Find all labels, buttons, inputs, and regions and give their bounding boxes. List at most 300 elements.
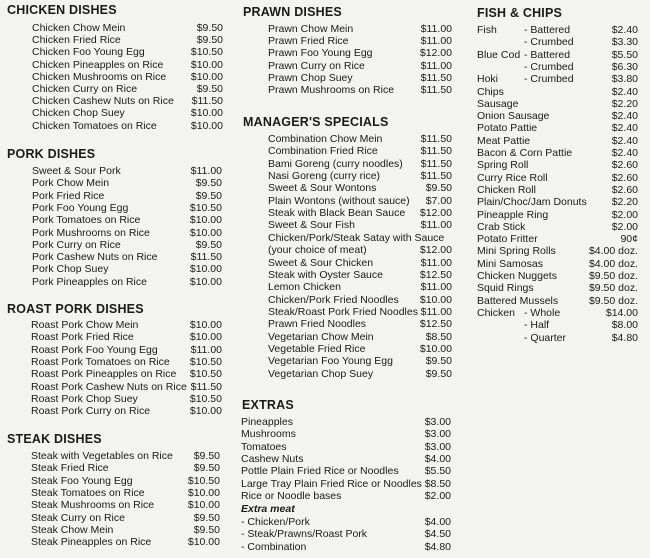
fish-chips-item-variant: - Battered bbox=[524, 48, 571, 61]
chicken-item bbox=[32, 71, 223, 84]
chicken-item-name: Chicken Pineapples on Rice bbox=[32, 58, 164, 71]
prawn-item-name: Prawn Curry on Rice bbox=[268, 59, 365, 72]
fish-chips-item bbox=[477, 86, 638, 99]
extras-item bbox=[241, 453, 451, 466]
steak-item-name: Steak with Vegetables on Rice bbox=[31, 450, 173, 462]
roast-pork-item-price: $11.00 bbox=[190, 343, 222, 356]
pork-item-price: $10.00 bbox=[189, 226, 222, 239]
chicken-item bbox=[32, 120, 223, 133]
roast-pork-item-name: Roast Pork Foo Young Egg bbox=[31, 343, 158, 356]
chicken-item-price: $9.50 bbox=[196, 83, 223, 95]
fish-chips-item-variant: - Quarter bbox=[524, 331, 567, 344]
pork-item-name: Pork Foo Young Egg bbox=[32, 201, 129, 214]
fish-heading: FISH & CHIPS bbox=[477, 6, 563, 20]
extra-meat-item bbox=[241, 516, 451, 529]
prawn-item-price: $12.00 bbox=[419, 47, 452, 60]
managers-item-name: Lemon Chicken bbox=[268, 281, 341, 294]
chicken-item-price: $10.50 bbox=[190, 46, 223, 59]
fish-chips-item bbox=[477, 221, 638, 234]
managers-heading: MANAGER'S SPECIALS bbox=[243, 115, 389, 129]
extra-meat-item-name: - Combination bbox=[241, 540, 307, 553]
fish-chips-item bbox=[477, 36, 638, 49]
managers-item-price: $9.50 bbox=[425, 367, 452, 380]
extra-meat-item-name: - Chicken/Pork bbox=[241, 516, 310, 528]
fish-chips-item-name: Sausage bbox=[477, 97, 519, 110]
steak-item-name: Steak Foo Young Egg bbox=[31, 474, 133, 487]
pork-item-price: $9.50 bbox=[195, 177, 222, 190]
managers-item-price: $9.50 bbox=[425, 355, 452, 368]
managers-item bbox=[268, 133, 452, 146]
managers-item-name: Steak with Black Bean Sauce bbox=[268, 207, 406, 220]
fish-chips-item bbox=[477, 233, 638, 246]
managers-item-price: $12.00 bbox=[419, 207, 452, 220]
fish-chips-item-name: Blue Cod bbox=[477, 48, 521, 61]
fish-chips-item bbox=[477, 258, 638, 271]
roast-pork-item bbox=[31, 344, 222, 357]
fish-chips-item-name: Mini Spring Rolls bbox=[477, 245, 556, 258]
pork-item bbox=[32, 165, 222, 178]
chicken-item bbox=[32, 95, 223, 108]
steak-item-price: $9.50 bbox=[193, 511, 220, 524]
fish-chips-item-variant: - Crumbed bbox=[524, 73, 574, 86]
chicken-item-name: Chicken Curry on Rice bbox=[32, 83, 138, 95]
managers-item-price: $12.50 bbox=[419, 318, 452, 331]
fish-chips-item-price: $2.20 bbox=[611, 196, 638, 209]
managers-item bbox=[268, 331, 452, 344]
pork-item bbox=[32, 202, 222, 215]
extras-item-price: $2.00 bbox=[424, 489, 451, 502]
chicken-item-price: $9.50 bbox=[196, 22, 223, 34]
pork-item-price: $10.00 bbox=[189, 275, 222, 288]
extras-item-price: $5.50 bbox=[424, 465, 451, 478]
steak-item-price: $9.50 bbox=[193, 523, 220, 536]
chicken-item-price: $10.00 bbox=[190, 107, 223, 120]
fish-chips-item bbox=[477, 172, 638, 185]
managers-item-name: Sweet & Sour Fish bbox=[268, 219, 355, 232]
managers-item-price: $12.50 bbox=[419, 268, 452, 281]
fish-chips-item-name: Curry Rice Roll bbox=[477, 171, 548, 184]
extra-meat-item bbox=[241, 528, 451, 541]
steak-item bbox=[31, 524, 220, 537]
roast-pork-item bbox=[31, 356, 222, 369]
fish-chips-item-price: $4.00 doz. bbox=[588, 245, 638, 258]
extras-item-name: Pottle Plain Fried Rice or Noodles bbox=[241, 465, 399, 478]
fish-chips-item-price: $3.80 bbox=[611, 73, 638, 86]
extras-item-price: $4.00 bbox=[424, 452, 451, 465]
pork-item-name: Pork Chop Suey bbox=[32, 263, 109, 276]
fish-chips-item bbox=[477, 135, 638, 148]
managers-item-name: Steak with Oyster Sauce bbox=[268, 268, 383, 281]
fish-chips-item-price: $4.00 doz. bbox=[588, 257, 638, 270]
fish-chips-item-price: $2.60 bbox=[611, 183, 638, 196]
managers-item-price: $11.00 bbox=[420, 219, 452, 232]
steak-item bbox=[31, 512, 220, 525]
pork-item-name: Pork Chow Mein bbox=[32, 177, 110, 190]
managers-item-price: $7.00 bbox=[425, 194, 452, 207]
managers-item-name: (your choice of meat) bbox=[268, 244, 367, 257]
pork-item bbox=[32, 251, 222, 264]
pork-item-name: Sweet & Sour Pork bbox=[32, 165, 121, 177]
prawn-item-price: $11.50 bbox=[420, 84, 452, 96]
roast-pork-item bbox=[31, 405, 222, 418]
steak-item bbox=[31, 487, 220, 500]
extras-item-price: $3.00 bbox=[424, 428, 451, 441]
managers-item bbox=[268, 170, 452, 183]
fish-chips-item-price: $2.40 bbox=[611, 147, 638, 159]
fish-chips-item-name: Plain/Choc/Jam Donuts bbox=[477, 196, 587, 209]
chicken-item-price: $10.00 bbox=[190, 70, 223, 83]
managers-item-price: $11.50 bbox=[420, 157, 452, 170]
fish-chips-item-price: $2.60 bbox=[611, 171, 638, 184]
fish-chips-item-name: Mini Samosas bbox=[477, 257, 543, 270]
fish-chips-item-price: $2.40 bbox=[611, 134, 638, 147]
extras-item bbox=[241, 465, 451, 478]
fish-chips-item bbox=[477, 24, 638, 37]
pork-item-price: $10.00 bbox=[189, 263, 222, 276]
managers-item bbox=[268, 182, 452, 195]
roast-pork-item-price: $11.50 bbox=[190, 380, 222, 393]
prawn-item bbox=[268, 60, 452, 73]
fish-chips-item-name: Spring Roll bbox=[477, 159, 529, 172]
pork-item-name: Pork Pineapples on Rice bbox=[32, 275, 147, 288]
fish-chips-item bbox=[477, 110, 638, 123]
managers-item-name: Plain Wontons (without sauce) bbox=[268, 194, 410, 207]
managers-item bbox=[268, 281, 452, 294]
steak-item-name: Steak Chow Mein bbox=[31, 523, 114, 536]
chicken-item-name: Chicken Fried Rice bbox=[32, 34, 121, 47]
fish-chips-item-name: Chips bbox=[477, 85, 504, 98]
managers-item bbox=[268, 145, 452, 158]
extras-item-price: $3.00 bbox=[424, 416, 451, 428]
roast-pork-item bbox=[31, 331, 222, 344]
roast-pork-item-price: $10.00 bbox=[189, 331, 222, 344]
pork-item-price: $10.50 bbox=[189, 201, 222, 214]
managers-item-name: Bami Goreng (curry noodles) bbox=[268, 157, 403, 170]
steak-item bbox=[31, 450, 220, 463]
fish-chips-item bbox=[477, 147, 638, 160]
fish-chips-item-price: $2.40 bbox=[611, 85, 638, 98]
extras-item bbox=[241, 416, 451, 429]
prawn-item-price: $11.00 bbox=[420, 23, 452, 35]
fish-chips-item-price: $2.40 bbox=[611, 110, 638, 123]
chicken-item-price: $9.50 bbox=[196, 34, 223, 47]
pork-item bbox=[32, 263, 222, 276]
chicken-item bbox=[32, 107, 223, 120]
extra-meat-item-price: $4.80 bbox=[424, 540, 451, 553]
extras-item-price: $3.00 bbox=[424, 440, 451, 453]
extras-item-name: Tomatoes bbox=[241, 440, 287, 453]
roast-pork-item-name: Roast Pork Curry on Rice bbox=[31, 405, 151, 418]
managers-item bbox=[268, 318, 452, 331]
chicken-item-price: $10.00 bbox=[190, 58, 223, 71]
extra-meat-label: Extra meat bbox=[241, 503, 295, 515]
managers-item bbox=[268, 207, 452, 220]
prawn-item bbox=[268, 35, 452, 48]
extras-item-name: Large Tray Plain Fried Rice or Noodles bbox=[241, 477, 422, 490]
fish-chips-item-name: Meat Pattie bbox=[477, 134, 531, 147]
fish-chips-item bbox=[477, 209, 638, 222]
roast-pork-item-name: Roast Pork Tomatoes on Rice bbox=[31, 355, 170, 368]
fish-chips-item-price: $4.80 bbox=[611, 331, 638, 344]
extras-item-name: Mushrooms bbox=[241, 428, 296, 441]
managers-item-name: Chicken/Pork Fried Noodles bbox=[268, 293, 399, 306]
managers-item bbox=[268, 257, 452, 270]
managers-item-price: $12.00 bbox=[419, 244, 452, 257]
fish-chips-item-price: $14.00 bbox=[605, 306, 638, 319]
managers-item bbox=[268, 219, 452, 232]
steak-item-price: $9.50 bbox=[193, 450, 220, 462]
fish-chips-item-name: Chicken bbox=[477, 306, 515, 319]
roast-pork-item-name: Roast Pork Pineapples on Rice bbox=[31, 368, 177, 381]
chicken-item bbox=[32, 34, 223, 47]
prawn-item bbox=[268, 23, 452, 36]
fish-chips-item-variant: - Crumbed bbox=[524, 60, 574, 73]
steak-item bbox=[31, 536, 220, 549]
pork-item bbox=[32, 177, 222, 190]
pork-item bbox=[32, 276, 222, 289]
roast-pork-item bbox=[31, 381, 222, 394]
extras-item bbox=[241, 428, 451, 441]
roast-pork-item-name: Roast Pork Fried Rice bbox=[31, 331, 134, 344]
fish-chips-item-name: Potato Pattie bbox=[477, 122, 538, 135]
pork-item-name: Pork Fried Rice bbox=[32, 189, 105, 202]
extras-item-name: Cashew Nuts bbox=[241, 452, 304, 465]
managers-item bbox=[268, 343, 452, 356]
fish-chips-item-name: Potato Fritter bbox=[477, 233, 538, 246]
fish-chips-item bbox=[477, 98, 638, 111]
fish-chips-item bbox=[477, 282, 638, 295]
fish-chips-item-name: Squid Rings bbox=[477, 282, 534, 295]
prawn-item-name: Prawn Fried Rice bbox=[268, 35, 349, 48]
managers-item-name: Combination Fried Rice bbox=[268, 145, 378, 158]
managers-item-price: $11.00 bbox=[420, 281, 452, 294]
prawn-item bbox=[268, 84, 452, 97]
managers-item-price: $9.50 bbox=[425, 182, 452, 195]
managers-item-price: $8.50 bbox=[425, 330, 452, 343]
managers-item-price: $10.00 bbox=[419, 342, 452, 355]
fish-chips-item-name: Chicken Roll bbox=[477, 183, 536, 196]
fish-chips-item-price: $2.20 bbox=[611, 97, 638, 110]
pork-item-price: $11.50 bbox=[190, 251, 222, 264]
steak-item-name: Steak Tomatoes on Rice bbox=[31, 486, 145, 499]
fish-chips-item bbox=[477, 307, 638, 320]
steak-item-price: $10.00 bbox=[187, 499, 220, 512]
managers-item-price: $11.50 bbox=[420, 145, 452, 158]
fish-chips-item-price: $2.60 bbox=[611, 159, 638, 172]
pork-item bbox=[32, 239, 222, 252]
chicken-item-name: Chicken Tomatoes on Rice bbox=[32, 119, 157, 132]
fish-chips-item-price: $3.30 bbox=[611, 36, 638, 49]
fish-chips-item bbox=[477, 332, 638, 345]
extras-item-name: Rice or Noodle bases bbox=[241, 489, 342, 502]
chicken-item-name: Chicken Cashew Nuts on Rice bbox=[32, 95, 174, 108]
managers-item-price: $11.00 bbox=[420, 256, 452, 269]
extras-item bbox=[241, 441, 451, 454]
steak-item bbox=[31, 499, 220, 512]
prawn-item-price: $11.00 bbox=[420, 59, 452, 72]
fish-chips-item-price: $9.50 doz. bbox=[588, 270, 638, 282]
managers-item-name: Chicken/Pork/Steak Satay with Sauce bbox=[268, 231, 445, 244]
chicken-item-name: Chicken Chop Suey bbox=[32, 107, 125, 120]
prawn-item bbox=[268, 72, 452, 85]
fish-chips-item bbox=[477, 295, 638, 308]
managers-item bbox=[268, 294, 452, 307]
fish-chips-item-price: 90¢ bbox=[620, 233, 638, 246]
extra-meat-item-price: $4.00 bbox=[424, 516, 451, 528]
managers-item bbox=[268, 306, 452, 319]
roast-pork-item bbox=[31, 393, 222, 406]
steak-item-price: $10.50 bbox=[187, 474, 220, 487]
roast-pork-item-price: $10.50 bbox=[189, 368, 222, 381]
fish-chips-item bbox=[477, 319, 638, 332]
pork-item-name: Pork Curry on Rice bbox=[32, 238, 121, 251]
fish-chips-item-price: $2.40 bbox=[611, 24, 638, 36]
chicken-item bbox=[32, 83, 223, 96]
managers-item-price: $11.00 bbox=[420, 305, 452, 318]
chicken-item bbox=[32, 22, 223, 35]
extras-item-price: $8.50 bbox=[424, 477, 451, 490]
extra-meat-item-name: - Steak/Prawns/Roast Pork bbox=[241, 528, 368, 541]
managers-item-name: Prawn Fried Noodles bbox=[268, 318, 367, 331]
roastpork-heading: ROAST PORK DISHES bbox=[7, 302, 144, 316]
prawn-item-name: Prawn Chop Suey bbox=[268, 71, 353, 84]
managers-item bbox=[268, 244, 452, 257]
fish-chips-item-price: $9.50 doz. bbox=[588, 294, 638, 307]
fish-chips-item-name: Battered Mussels bbox=[477, 294, 559, 307]
extras-heading: EXTRAS bbox=[242, 398, 294, 412]
managers-item-name: Steak/Roast Pork Fried Noodles bbox=[268, 305, 418, 318]
fish-chips-item-price: $2.00 bbox=[611, 220, 638, 233]
roast-pork-item-price: $10.00 bbox=[189, 319, 222, 331]
fish-chips-item bbox=[477, 159, 638, 172]
extras-item bbox=[241, 478, 451, 491]
fish-chips-item-variant: - Whole bbox=[524, 306, 561, 319]
steak-item-name: Steak Curry on Rice bbox=[31, 511, 125, 524]
pork-item bbox=[32, 190, 222, 203]
chicken-heading: CHICKEN DISHES bbox=[7, 3, 117, 17]
extra-meat-item bbox=[241, 541, 451, 554]
pork-item-price: $9.50 bbox=[195, 238, 222, 251]
managers-item-name: Nasi Goreng (curry rice) bbox=[268, 170, 381, 183]
managers-item bbox=[268, 232, 452, 245]
fish-chips-item-name: Crab Stick bbox=[477, 220, 526, 233]
prawn-item bbox=[268, 47, 452, 60]
pork-item-name: Pork Tomatoes on Rice bbox=[32, 214, 141, 227]
steak-item-name: Steak Mushrooms on Rice bbox=[31, 499, 155, 512]
extras-item-name: Pineapples bbox=[241, 416, 293, 428]
fish-chips-item-variant: - Battered bbox=[524, 24, 571, 36]
fish-chips-item-name: Pineapple Ring bbox=[477, 208, 549, 221]
pork-item-name: Pork Mushrooms on Rice bbox=[32, 226, 150, 239]
extras-item bbox=[241, 490, 451, 503]
chicken-item bbox=[32, 46, 223, 59]
roast-pork-item-name: Roast Pork Cashew Nuts on Rice bbox=[31, 380, 187, 393]
pork-item bbox=[32, 227, 222, 240]
fish-chips-item-name: Chicken Nuggets bbox=[477, 270, 557, 282]
chicken-item-name: Chicken Foo Young Egg bbox=[32, 46, 145, 59]
steak-item-price: $10.00 bbox=[187, 536, 220, 549]
roast-pork-item-price: $10.00 bbox=[189, 405, 222, 418]
steak-item-price: $9.50 bbox=[193, 462, 220, 475]
managers-item-name: Vegetarian Chow Mein bbox=[268, 330, 374, 343]
fish-chips-item-variant: - Half bbox=[524, 319, 550, 332]
roast-pork-item-price: $10.50 bbox=[189, 355, 222, 368]
prawn-item-price: $11.00 bbox=[420, 35, 452, 48]
managers-item-price: $11.50 bbox=[420, 170, 452, 183]
managers-item-name: Vegetarian Foo Young Egg bbox=[268, 355, 393, 368]
fish-chips-item-variant: - Crumbed bbox=[524, 36, 574, 49]
fish-chips-item-price: $8.00 bbox=[611, 319, 638, 332]
prawn-heading: PRAWN DISHES bbox=[243, 5, 342, 19]
prawn-item-name: Prawn Chow Mein bbox=[268, 23, 354, 35]
fish-chips-item-name: Bacon & Corn Pattie bbox=[477, 147, 573, 159]
fish-chips-item bbox=[477, 122, 638, 135]
roast-pork-item bbox=[31, 368, 222, 381]
pork-item bbox=[32, 214, 222, 227]
managers-item-price: $11.50 bbox=[420, 133, 452, 145]
fish-chips-item-name: Fish bbox=[477, 24, 497, 36]
chicken-item-price: $10.00 bbox=[190, 119, 223, 132]
managers-item-name: Vegetable Fried Rice bbox=[268, 342, 366, 355]
chicken-item-name: Chicken Mushrooms on Rice bbox=[32, 70, 167, 83]
prawn-item-name: Prawn Foo Young Egg bbox=[268, 47, 373, 60]
steak-heading: STEAK DISHES bbox=[7, 432, 102, 446]
steak-item-name: Steak Pineapples on Rice bbox=[31, 536, 152, 549]
roast-pork-item bbox=[31, 319, 222, 332]
fish-chips-item bbox=[477, 184, 638, 197]
fish-chips-item bbox=[477, 49, 638, 62]
chicken-item bbox=[32, 59, 223, 72]
managers-item bbox=[268, 195, 452, 208]
chicken-item-price: $11.50 bbox=[191, 95, 223, 108]
managers-item bbox=[268, 355, 452, 368]
fish-chips-item-name: Hoki bbox=[477, 73, 499, 86]
managers-item bbox=[268, 368, 452, 381]
fish-chips-item-price: $6.30 bbox=[611, 60, 638, 73]
managers-item bbox=[268, 158, 452, 171]
fish-chips-item bbox=[477, 270, 638, 283]
steak-item bbox=[31, 462, 220, 475]
fish-chips-item-price: $2.40 bbox=[611, 122, 638, 135]
pork-item-price: $9.50 bbox=[195, 189, 222, 202]
fish-chips-item-name: Onion Sausage bbox=[477, 110, 550, 123]
steak-item-price: $10.00 bbox=[187, 486, 220, 499]
managers-item-price: $10.00 bbox=[419, 293, 452, 306]
fish-chips-item bbox=[477, 245, 638, 258]
managers-item-name: Sweet & Sour Chicken bbox=[268, 256, 374, 269]
fish-chips-item-price: $2.00 bbox=[611, 208, 638, 221]
steak-item-name: Steak Fried Rice bbox=[31, 462, 109, 475]
prawn-item-price: $11.50 bbox=[420, 71, 452, 84]
extra-meat-item-price: $4.50 bbox=[424, 528, 451, 541]
roast-pork-item-name: Roast Pork Chop Suey bbox=[31, 392, 138, 405]
fish-chips-item bbox=[477, 73, 638, 86]
managers-item-name: Combination Chow Mein bbox=[268, 133, 383, 145]
pork-item-name: Pork Cashew Nuts on Rice bbox=[32, 251, 158, 264]
prawn-item-name: Prawn Mushrooms on Rice bbox=[268, 84, 395, 96]
steak-item bbox=[31, 475, 220, 488]
fish-chips-item-price: $9.50 doz. bbox=[588, 282, 638, 295]
pork-item-price: $10.00 bbox=[189, 214, 222, 227]
pork-item-price: $11.00 bbox=[190, 165, 222, 177]
fish-chips-item-price: $5.50 bbox=[611, 48, 638, 61]
pork-heading: PORK DISHES bbox=[7, 147, 96, 161]
managers-item-name: Vegetarian Chop Suey bbox=[268, 367, 374, 380]
chicken-item-name: Chicken Chow Mein bbox=[32, 22, 126, 34]
roast-pork-item-name: Roast Pork Chow Mein bbox=[31, 319, 139, 331]
managers-item-name: Sweet & Sour Wontons bbox=[268, 182, 377, 195]
fish-chips-item bbox=[477, 61, 638, 74]
